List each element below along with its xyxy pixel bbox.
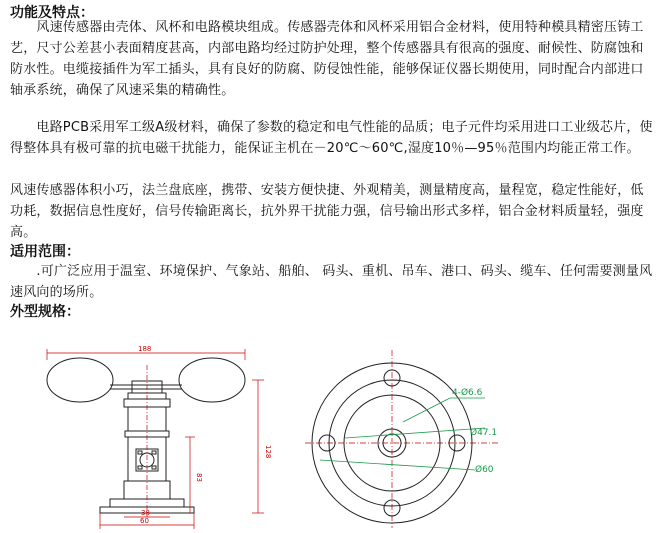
application-heading: 适用范围： bbox=[10, 244, 80, 260]
dim-base-inner: 38 bbox=[141, 509, 150, 517]
features-paragraph-1: 风速传感器由壳体、风杯和电路模块组成。传感器壳体和风杯采用铝合金材料，使用特种模具精密压铸工艺，尺寸公差甚小表面精度甚高，内部电路均经过防护处理，整个传感器具有很高的强度、耐候性、防腐蚀和防水性。电缆接插件为军工插头，具有良好的防腐、防侵蚀性能，能够保证仪器长期使用，同时配合内部进口轴承系统，确保了风速采集的精确性。 bbox=[10, 20, 644, 98]
dim-body-height: 83 bbox=[195, 473, 203, 482]
right-cup bbox=[179, 358, 245, 402]
application-text: .可广泛应用于温室、环境保护、气象站、船舶、 码头、重机、吊车、港口、码头、缆车、任何需要测量风速风向的场所。 bbox=[10, 264, 653, 300]
features-paragraph-2: 电路PCB采用军工级A级材料，确保了参数的稳定和电气性能的品质；电子元件均采用进口工业级芯片，使得整体具有极可靠的抗电磁干扰能力，能保证主机在－20℃～60℃,湿度10％—95％范围内均能正常工作。 bbox=[10, 120, 653, 156]
dim-base-outer: 60 bbox=[140, 517, 149, 525]
left-cup bbox=[47, 358, 113, 402]
dim-top-width: 188 bbox=[138, 345, 152, 353]
dim-outer: Ø60 bbox=[475, 465, 494, 475]
appearance-heading: 外型规格： bbox=[10, 304, 80, 320]
dim-holes: 4-Ø6.6 bbox=[452, 388, 483, 398]
top-view-drawing bbox=[300, 340, 510, 530]
side-view-drawing bbox=[40, 345, 280, 530]
dim-total-height: 128 bbox=[264, 445, 272, 459]
dim-pcd: Ø47.1 bbox=[470, 428, 498, 438]
features-heading: 功能及特点： bbox=[10, 5, 94, 21]
features-paragraph-3: 风速传感器体积小巧，法兰盘底座，携带、安装方便快捷、外观精美，测量精度高，量程宽，稳定性能好，低功耗，数据信息性度好，信号传输距离长，抗外界干扰能力强，信号输出形式多样，铝合金材料质量轻，强度高。 bbox=[10, 183, 644, 240]
